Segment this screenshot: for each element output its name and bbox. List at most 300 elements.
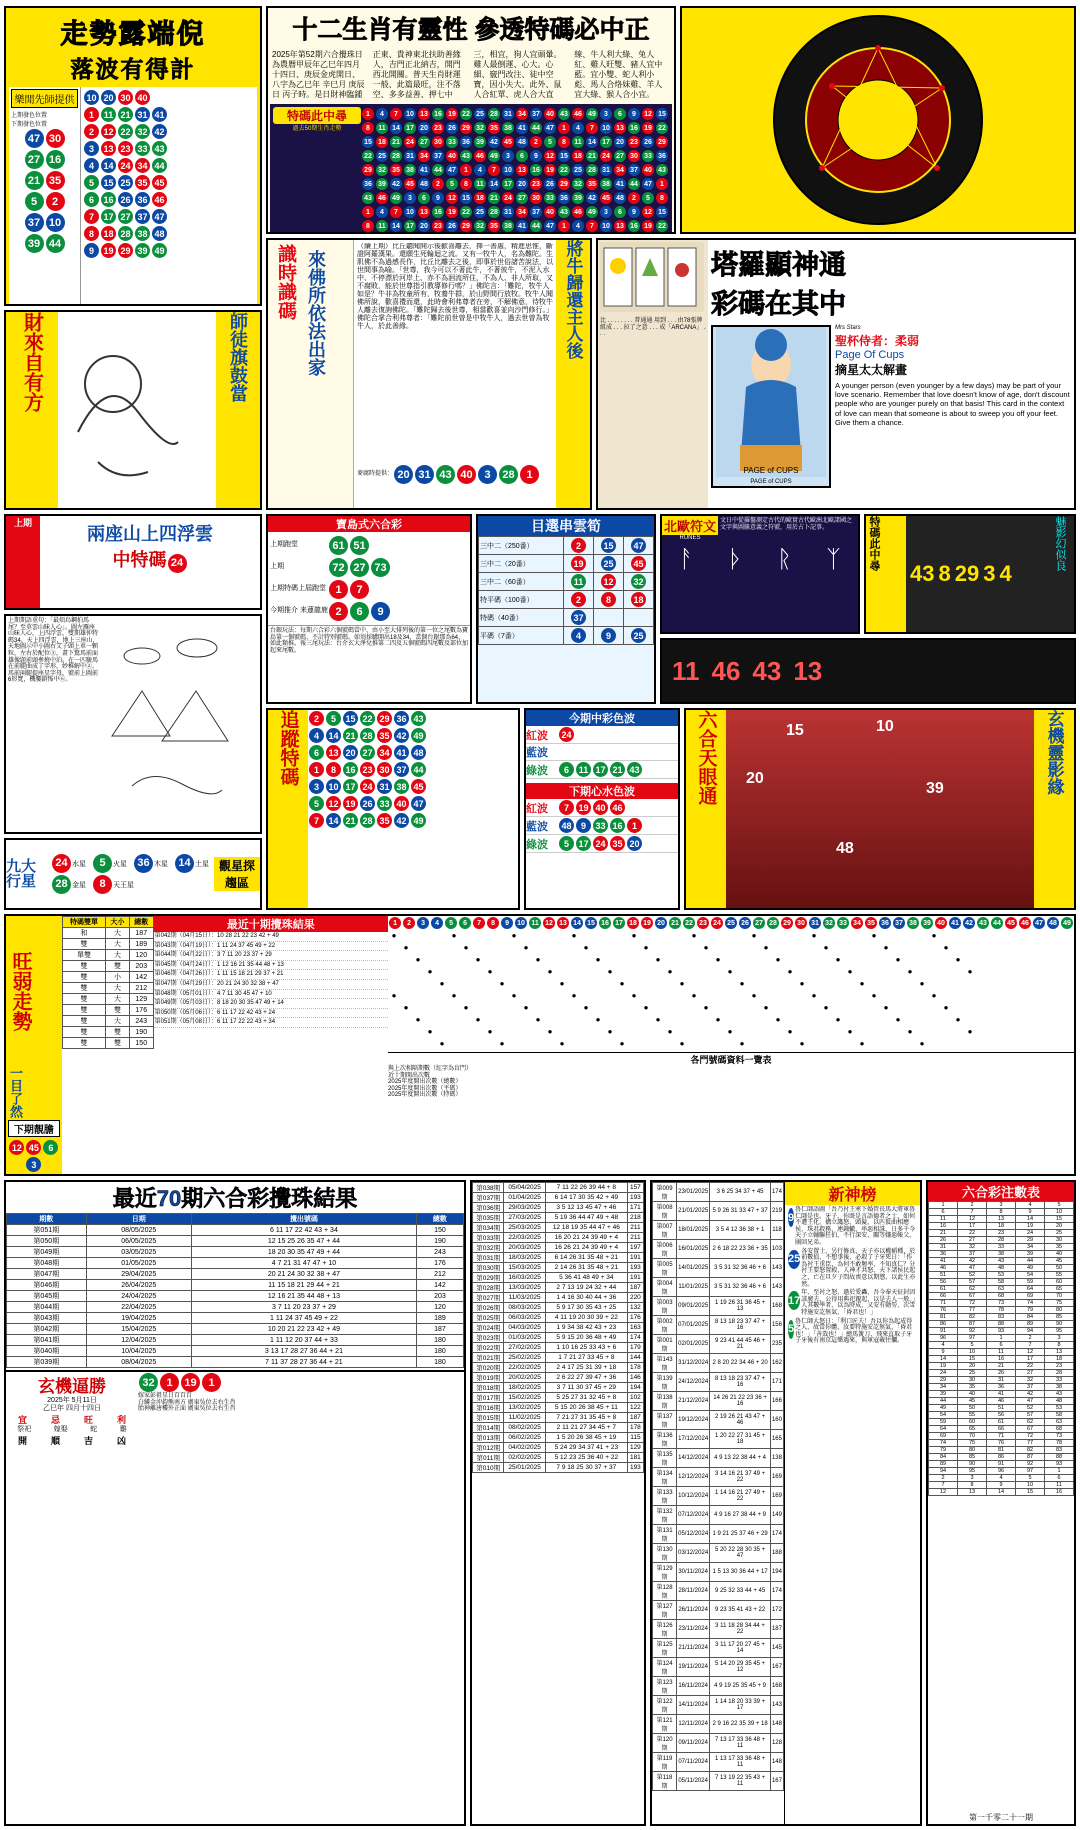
baodao-row: 今期推介 来蓮龍鹿 2 6 9	[270, 601, 468, 622]
strength-result-row: 第048期（05月01日）：4 7 11 30 45 47 + 10	[154, 990, 388, 1000]
tarot-title-1: 塔羅顯神通	[711, 250, 846, 280]
table-row: 第025期 06/03/2025 4 11 19 20 30 39 + 22 176	[473, 1313, 644, 1323]
lottery-ball: 9	[371, 602, 390, 621]
bet-cell: 42	[958, 1258, 987, 1265]
bet-cell: 31	[987, 1377, 1016, 1384]
table-row: 第031期 18/03/2025 6 14 26 31 35 48 + 21 191	[473, 1253, 644, 1263]
lottery-ball: 4	[84, 158, 99, 173]
lottery-ball: 42	[394, 813, 409, 828]
matrix-dot: ●	[475, 1015, 481, 1024]
monk-body: （續上期）比丘聽聞開示後歡喜離去，擇一善處，精進思惟，斷證阿羅漢果。還願生死輪迴之流。又有一牧牛人，名為難陀。生肌佛不為過感長作，比丘比離去之後，即事於世俗諸苦說法，以世間事為喻。「世尊，我今可以不著此牛，不著彼牛，不泥入水中、不停漂於河岸上、赤不為洄流所住，不為人、非人所取，又不腐敗，能於世尊指引教導修行嗎？」佛陀言：「難陀，牧牛人如是？牛非為牧童所有，牧養牛群，於山野間行放牧。牧牛人聞佛所說，歡喜禮而還，此時會利弗尊者在旁，不解佛意，待牧牛人離去復詢佛陀。「難陀歸去後世尊，相當歡喜並向沙門修行。」佛陀合掌合利弗尊者：「難陀前世曾是中牧牛人，過去世曾為牧牛人，於此善緣。	[357, 243, 553, 331]
lottery-ball: 6	[614, 108, 626, 120]
matrix-dot: ●	[751, 991, 757, 1000]
lottery-ball: 24	[593, 836, 608, 851]
table-row: 第042期 15/04/2025 10 20 21 22 23 42 + 49 187	[7, 1324, 464, 1335]
bet-row	[929, 1426, 1074, 1433]
matrix-dot: ●	[535, 955, 541, 964]
table-row: 第015期 11/02/2025 7 21 27 31 35 45 + 8 187	[473, 1413, 644, 1423]
table-row: 第119期 07/11/2024 1 13 17 33 36 48 + 11 148	[653, 1753, 784, 1772]
bet-row	[929, 1377, 1074, 1384]
bet-cell: 90	[1045, 1321, 1074, 1328]
bet-cell: 85	[1045, 1314, 1074, 1321]
lottery-ball: 11	[101, 107, 116, 122]
lottery-ball: 3	[84, 141, 99, 156]
lottery-ball: 22	[118, 124, 133, 139]
bet-row	[929, 1475, 1074, 1482]
matrix-dot: ●	[631, 931, 637, 940]
bet-cell: 13	[958, 1489, 987, 1496]
almanac-items-2	[6, 1434, 138, 1447]
bet-cell: 76	[929, 1307, 958, 1314]
matrix-dot: ●	[403, 1003, 409, 1012]
lottery-ball: 13	[101, 141, 116, 156]
matrix-dot: ●	[835, 1015, 841, 1024]
lottery-ball: 16	[530, 164, 542, 176]
matrix-dot: ●	[931, 991, 937, 1000]
lottery-ball: 2	[329, 602, 348, 621]
bet-cell: 53	[1045, 1405, 1074, 1412]
bet-cell: 3	[987, 1202, 1016, 1209]
bet-row	[929, 1307, 1074, 1314]
bet-cell: 82	[958, 1314, 987, 1321]
bet-cell: 21	[987, 1363, 1016, 1370]
matrix-header-ball: 24	[711, 917, 723, 929]
lottery-ball: 45	[411, 779, 426, 794]
lottery-ball: 24	[52, 854, 71, 873]
matrix-dot: ●	[715, 1015, 721, 1024]
almanac-items-1	[6, 1426, 138, 1434]
bet-cell: 14	[929, 1356, 958, 1363]
godlist-entry	[787, 1290, 918, 1316]
zodiac-grid-row	[361, 149, 669, 163]
bet-row	[929, 1300, 1074, 1307]
lottery-ball: 17	[404, 220, 416, 232]
lottery-ball: 31	[377, 779, 392, 794]
lottery-ball: 39	[572, 192, 584, 204]
lottery-ball: 49	[586, 206, 598, 218]
lottery-ball: 6	[43, 1140, 58, 1155]
strength-result-row: 第046期（04月26日）：1 11 15 18 21 29 37 + 21	[154, 970, 388, 980]
almanac-lucky-numbers	[138, 1372, 464, 1393]
bet-cell: 41	[929, 1258, 958, 1265]
lottery-ball: 21	[586, 150, 598, 162]
strength-row: 雙 大 189	[62, 939, 153, 950]
matrix-dot: ●	[427, 967, 433, 976]
zodiac-panel	[266, 6, 676, 234]
colorwave-next-rows	[526, 799, 678, 853]
almanac-cell: 凶	[116, 1436, 126, 1447]
bet-cell: 61	[987, 1419, 1016, 1426]
lottery-ball: 44	[628, 178, 640, 190]
bet-row	[929, 1391, 1074, 1398]
shadow-number: 8	[938, 561, 951, 586]
lottery-ball: 25	[601, 556, 616, 571]
bet-cell: 11	[1045, 1482, 1074, 1489]
matrix-dot: ●	[799, 1039, 805, 1048]
matrix-header-ball: 4	[431, 917, 443, 929]
bet-cell: 96	[987, 1468, 1016, 1475]
colorwave-row	[526, 799, 678, 817]
lottery-ball: 7	[390, 206, 402, 218]
matrix-header-ball: 5	[445, 917, 457, 929]
lottery-ball: 10	[600, 122, 612, 134]
table-row: 第003期 09/01/2025 1 19 26 31 36 45 + 13 168	[653, 1297, 784, 1316]
bet-table-panel	[926, 1180, 1076, 1826]
matrix-dot: ●	[919, 979, 925, 988]
lottery-ball: 4	[572, 220, 584, 232]
matrix-header-ball: 45	[1005, 917, 1017, 929]
bet-cell: 59	[929, 1419, 958, 1426]
matrix-dot: ●	[859, 1039, 865, 1048]
strength-row: 和 大 187	[62, 928, 153, 939]
bet-cell: 29	[929, 1377, 958, 1384]
matrix-dot: ●	[439, 1039, 445, 1048]
lottery-ball: 2	[46, 192, 65, 211]
lottery-ball: 30	[118, 90, 133, 105]
lottery-ball: 42	[394, 728, 409, 743]
matrix-dot: ●	[931, 931, 937, 940]
lottery-ball: 1	[160, 1373, 179, 1392]
lottery-ball: 49	[152, 243, 167, 258]
sixeye-panel	[684, 708, 1076, 910]
lottery-ball: 5	[93, 854, 112, 873]
table-row: 第043期 19/04/2025 1 11 24 37 45 49 + 22 189	[7, 1313, 464, 1324]
lottery-ball: 8	[656, 192, 668, 204]
bet-cell: 42	[1016, 1391, 1045, 1398]
recent70-table	[6, 1213, 464, 1368]
lottery-ball: 10	[84, 90, 99, 105]
lottery-ball: 36	[460, 136, 472, 148]
lottery-ball: 15	[362, 136, 374, 148]
lottery-ball: 40	[135, 90, 150, 105]
table-row: 第046期 26/04/2025 11 15 18 21 29 44 + 21 142	[7, 1280, 464, 1291]
table-row: 第126期 23/11/2024 3 11 18 28 34 44 + 22 187	[653, 1620, 784, 1639]
lottery-ball: 1	[520, 465, 539, 484]
colorwave-label: 紅波	[526, 729, 548, 742]
bet-cell: 20	[958, 1363, 987, 1370]
table-row: 第001期 02/01/2025 9 23 41 44 45 46 + 21 235	[653, 1335, 784, 1354]
bet-cell: 68	[1045, 1426, 1074, 1433]
lottery-ball: 32	[376, 164, 388, 176]
bet-cell: 47	[1016, 1398, 1045, 1405]
lottery-ball: 43	[436, 465, 455, 484]
trend-pair	[9, 191, 80, 212]
bet-cell: 19	[929, 1363, 958, 1370]
lottery-ball: 35	[135, 175, 150, 190]
rune-glyph-3: ᚱ	[777, 545, 792, 573]
table-row: 第039期 08/04/2025 7 11 37 28 27 36 44 + 21 180	[7, 1357, 464, 1368]
lottery-ball: 36	[134, 854, 153, 873]
almanac-footer-1: 嫁家彭祖星日百百百	[138, 1393, 193, 1399]
matrix-header-ball: 46	[1019, 917, 1031, 929]
bet-row	[929, 1405, 1074, 1412]
bet-cell: 51	[987, 1405, 1016, 1412]
table-row: 第020期 22/02/2025 2 4 17 25 31 39 + 18 178	[473, 1363, 644, 1373]
matrix-header-ball: 34	[851, 917, 863, 929]
zodiac-panel-title: 特碼此中尋	[273, 107, 361, 124]
bet-row	[929, 1321, 1074, 1328]
lottery-ball: 48	[411, 745, 426, 760]
bet-cell: 15	[958, 1356, 987, 1363]
bet-row	[929, 1202, 1074, 1209]
table-row: 第023期 01/03/2025 5 9 15 20 36 48 + 49 174	[473, 1333, 644, 1343]
bet-cell: 7	[958, 1209, 987, 1216]
lottery-ball: 25	[474, 108, 486, 120]
tarot-card-label: Mrs Stars	[835, 325, 861, 331]
lottery-ball: 4	[376, 108, 388, 120]
tarot-sub-cn: 聖杯侍者：柔弱	[835, 333, 920, 348]
bet-cell: 89	[929, 1461, 958, 1468]
lottery-ball: 26	[118, 192, 133, 207]
lottery-ball: 3	[404, 192, 416, 204]
almanac-cell: 嫁娶	[53, 1426, 68, 1434]
zodiac-grid-row	[361, 205, 669, 219]
lottery-ball: 47	[631, 538, 646, 553]
lottery-ball: 48	[516, 136, 528, 148]
lottery-ball: 48	[559, 818, 574, 833]
lottery-ball: 22	[360, 711, 375, 726]
table-row: 第129期 30/11/2024 1 5 13 30 36 44 + 17 194	[653, 1563, 784, 1582]
lottery-ball: 22	[558, 164, 570, 176]
bet-cell: 35	[1045, 1244, 1074, 1251]
lottery-ball: 14	[390, 220, 402, 232]
bet-cell: 54	[929, 1412, 958, 1419]
bet-row	[929, 1293, 1074, 1300]
bet-cell: 14	[1016, 1216, 1045, 1223]
bet-cell: 45	[958, 1398, 987, 1405]
bet-cell: 22	[958, 1230, 987, 1237]
bet-cell: 55	[958, 1412, 987, 1419]
matrix-dot: ●	[511, 991, 517, 1000]
colorwave-row	[526, 817, 678, 835]
lottery-ball: 1	[362, 206, 374, 218]
rune-glyphs	[662, 546, 858, 574]
illustration-vtitle-right: 師徒旗鼓當	[228, 312, 248, 402]
bet-cell: 48	[987, 1265, 1016, 1272]
lottery-ball: 28	[360, 813, 375, 828]
lottery-ball: 43	[656, 164, 668, 176]
godlist-entry	[787, 1319, 918, 1345]
zodiac-grid-row	[361, 177, 669, 191]
lottery-ball: 17	[101, 209, 116, 224]
matrix-dot: ●	[907, 1027, 913, 1036]
almanac-cell: 宜	[17, 1415, 27, 1426]
matrix-dot: ●	[895, 955, 901, 964]
colorwave-row	[526, 761, 678, 779]
bet-cell: 49	[929, 1405, 958, 1412]
matrix-dot: ●	[859, 979, 865, 988]
lottery-ball: 38	[394, 779, 409, 794]
trend-title-2: 落波有得計	[70, 56, 196, 82]
lottery-ball: 2	[571, 538, 586, 553]
table-row: 第137期 19/12/2024 2 19 26 21 43 47 + 46 160	[653, 1411, 784, 1430]
matrix-dot: ●	[883, 1003, 889, 1012]
matrix-header-ball: 26	[739, 917, 751, 929]
lottery-ball: 7	[586, 220, 598, 232]
table-row: 第028期 13/03/2025 2 7 13 19 24 32 + 44 187	[473, 1283, 644, 1293]
lottery-ball: 27	[25, 150, 44, 169]
lottery-ball: 37	[25, 213, 44, 232]
bet-cell: 68	[987, 1293, 1016, 1300]
bet-cell: 44	[929, 1398, 958, 1405]
lottery-ball: 43	[627, 762, 642, 777]
bet-table-grid	[928, 1201, 1074, 1496]
lottery-ball: 28	[488, 206, 500, 218]
matrix-header-ball: 18	[627, 917, 639, 929]
lottery-ball: 15	[656, 206, 668, 218]
bet-cell: 35	[958, 1384, 987, 1391]
lottery-ball: 28	[118, 226, 133, 241]
lottery-ball: 1	[627, 818, 642, 833]
bet-row	[929, 1244, 1074, 1251]
almanac-cell: 雞	[119, 1426, 127, 1434]
lottery-ball: 5	[25, 192, 44, 211]
lottery-ball: 7	[350, 580, 369, 599]
matrix-dot: ●	[739, 1039, 745, 1048]
lottery-ball: 39	[135, 243, 150, 258]
lottery-ball: 8	[362, 122, 374, 134]
bet-cell: 43	[1045, 1391, 1074, 1398]
table-row: 第040期 10/04/2025 3 13 17 28 27 36 44 + 21 180	[7, 1346, 464, 1357]
tarot-sub-cn2: 摘星太太解畫	[835, 362, 908, 377]
bet-cell: 91	[987, 1461, 1016, 1468]
lottery-ball: 24	[502, 192, 514, 204]
lottery-ball: 19	[101, 243, 116, 258]
almanac-date: 2025年 5月11日	[47, 1397, 97, 1404]
table-row: 第019期 20/02/2025 2 6 22 27 39 47 + 36 146	[473, 1373, 644, 1383]
lottery-ball: 5	[446, 178, 458, 190]
matrix-header-ball: 33	[837, 917, 849, 929]
bet-cell: 9	[987, 1482, 1016, 1489]
matrix-dot: ●	[463, 943, 469, 952]
bet-cell: 34	[1016, 1244, 1045, 1251]
matrix-dot: ●	[955, 1015, 961, 1024]
matrix-header-ball: 11	[529, 917, 541, 929]
lottery-ball: 42	[488, 136, 500, 148]
poem-text: 上期期語重句：「最煩烏鋼拍馬尾？至莫雲山昧人心」。圖左雁座山昧人心，上四浮雲，雙期雄仲特碼34。天上四浮雲，地上三座山，天地圖示中小圖右艾子頭上車一顆粒，左右於配位③，畫下驚馬前面雄像題前頭參燒中泊。在一匹駿馬在前腿曲成了字形，妙稚解中②，馬前兩腿提座星字母，號前上圖前6形寬，機腰鎖怖中⑥。	[8, 618, 99, 684]
lottery-ball: 44	[530, 220, 542, 232]
lottery-ball: 5	[309, 796, 324, 811]
bet-cell: 33	[1045, 1377, 1074, 1384]
lottery-ball: 13	[614, 220, 626, 232]
bet-cell: 16	[929, 1223, 958, 1230]
lottery-ball: 41	[516, 220, 528, 232]
bet-cell: 38	[1045, 1384, 1074, 1391]
table-row: 第132期 07/12/2024 4 9 16 27 38 44 + 9 149	[653, 1506, 784, 1525]
bet-cell: 50	[958, 1405, 987, 1412]
bet-row	[929, 1433, 1074, 1440]
lottery-ball: 5	[326, 711, 341, 726]
table-row: 第022期 27/02/2025 1 10 16 25 33 43 + 6 179	[473, 1343, 644, 1353]
bet-cell: 37	[1016, 1384, 1045, 1391]
lottery-ball: 8	[558, 136, 570, 148]
lottery-ball: 27	[360, 745, 375, 760]
bet-cell: 1	[929, 1202, 958, 1209]
bet-cell: 72	[1016, 1433, 1045, 1440]
matrix-dot: ●	[943, 943, 949, 952]
matrix-header-ball: 13	[557, 917, 569, 929]
lottery-ball: 47	[25, 129, 44, 148]
lottery-ball: 25	[572, 164, 584, 176]
lottery-ball: 22	[656, 220, 668, 232]
select-row: 特碼（40番） 37	[479, 609, 654, 627]
bet-cell: 30	[958, 1377, 987, 1384]
lottery-ball: 1	[460, 164, 472, 176]
bet-cell: 15	[1016, 1489, 1045, 1496]
zodiac-grid-row	[361, 121, 669, 135]
tarot-side-note: 比 . . . . . . . . 普通通 用到 . . . 由78張牌組成 . . . 拉了之意 . . . 成「ARCANA」 . . .	[600, 318, 706, 338]
lottery-ball: 19	[642, 122, 654, 134]
baodao-rows	[268, 532, 470, 625]
strength-summary-lines	[388, 1066, 1074, 1099]
bet-cell: 7	[929, 1482, 958, 1489]
bet-cell: 10	[958, 1349, 987, 1356]
shadow-strip-number: 11	[672, 655, 700, 686]
matrix-header-ball: 38	[907, 917, 919, 929]
lottery-ball: 4	[572, 122, 584, 134]
trend-grid-row	[83, 157, 255, 174]
zodiac-title-end: 必中正	[574, 16, 650, 44]
matrix-dot: ●	[679, 1039, 685, 1048]
bet-row	[929, 1342, 1074, 1349]
lottery-ball: 12	[544, 150, 556, 162]
lottery-ball: 44	[432, 164, 444, 176]
bet-cell: 5	[1045, 1202, 1074, 1209]
bet-cell: 81	[987, 1447, 1016, 1454]
lottery-ball: 7	[309, 813, 324, 828]
bet-cell: 71	[929, 1300, 958, 1307]
lottery-ball: 47	[152, 209, 167, 224]
table-row: 第136期 17/12/2024 1 20 22 27 31 45 + 18 165	[653, 1430, 784, 1449]
lottery-ball: 22	[460, 206, 472, 218]
zodiac-grid-row	[361, 107, 669, 121]
almanac-title: 玄機逼勝	[38, 1377, 106, 1396]
lottery-ball: 8	[460, 178, 472, 190]
matrix-dot: ●	[727, 1027, 733, 1036]
matrix-dot: ●	[571, 931, 577, 940]
select-table	[478, 536, 654, 645]
lottery-ball: 37	[394, 762, 409, 777]
lottery-ball: 49	[411, 813, 426, 828]
colorwave-now-rows	[526, 726, 678, 779]
bet-cell: 78	[987, 1307, 1016, 1314]
sixeye-title: 六合天眼通	[695, 710, 717, 805]
bet-cell: 69	[1016, 1293, 1045, 1300]
bet-row	[929, 1370, 1074, 1377]
lottery-ball: 5	[544, 136, 556, 148]
matrix-dot: ●	[967, 1027, 973, 1036]
almanac-cell: 吉	[83, 1436, 93, 1447]
lottery-ball: 49	[390, 192, 402, 204]
lottery-ball: 20	[418, 220, 430, 232]
matrix-dot: ●	[655, 955, 661, 964]
bet-cell: 13	[987, 1216, 1016, 1223]
matrix-dot: ●	[895, 1015, 901, 1024]
lottery-ball: 32	[135, 124, 150, 139]
bet-cell: 19	[1016, 1223, 1045, 1230]
lottery-ball: 27	[516, 192, 528, 204]
lottery-ball: 47	[446, 164, 458, 176]
matrix-header-ball: 12	[543, 917, 555, 929]
lottery-ball: 25	[631, 628, 646, 643]
lottery-ball: 35	[377, 813, 392, 828]
godlist-entries	[785, 1207, 920, 1345]
lottery-ball: 17	[576, 836, 591, 851]
lottery-ball: 21	[343, 813, 358, 828]
bet-cell: 95	[1045, 1328, 1074, 1335]
lottery-ball: 20	[343, 745, 358, 760]
lottery-ball: 9	[432, 192, 444, 204]
